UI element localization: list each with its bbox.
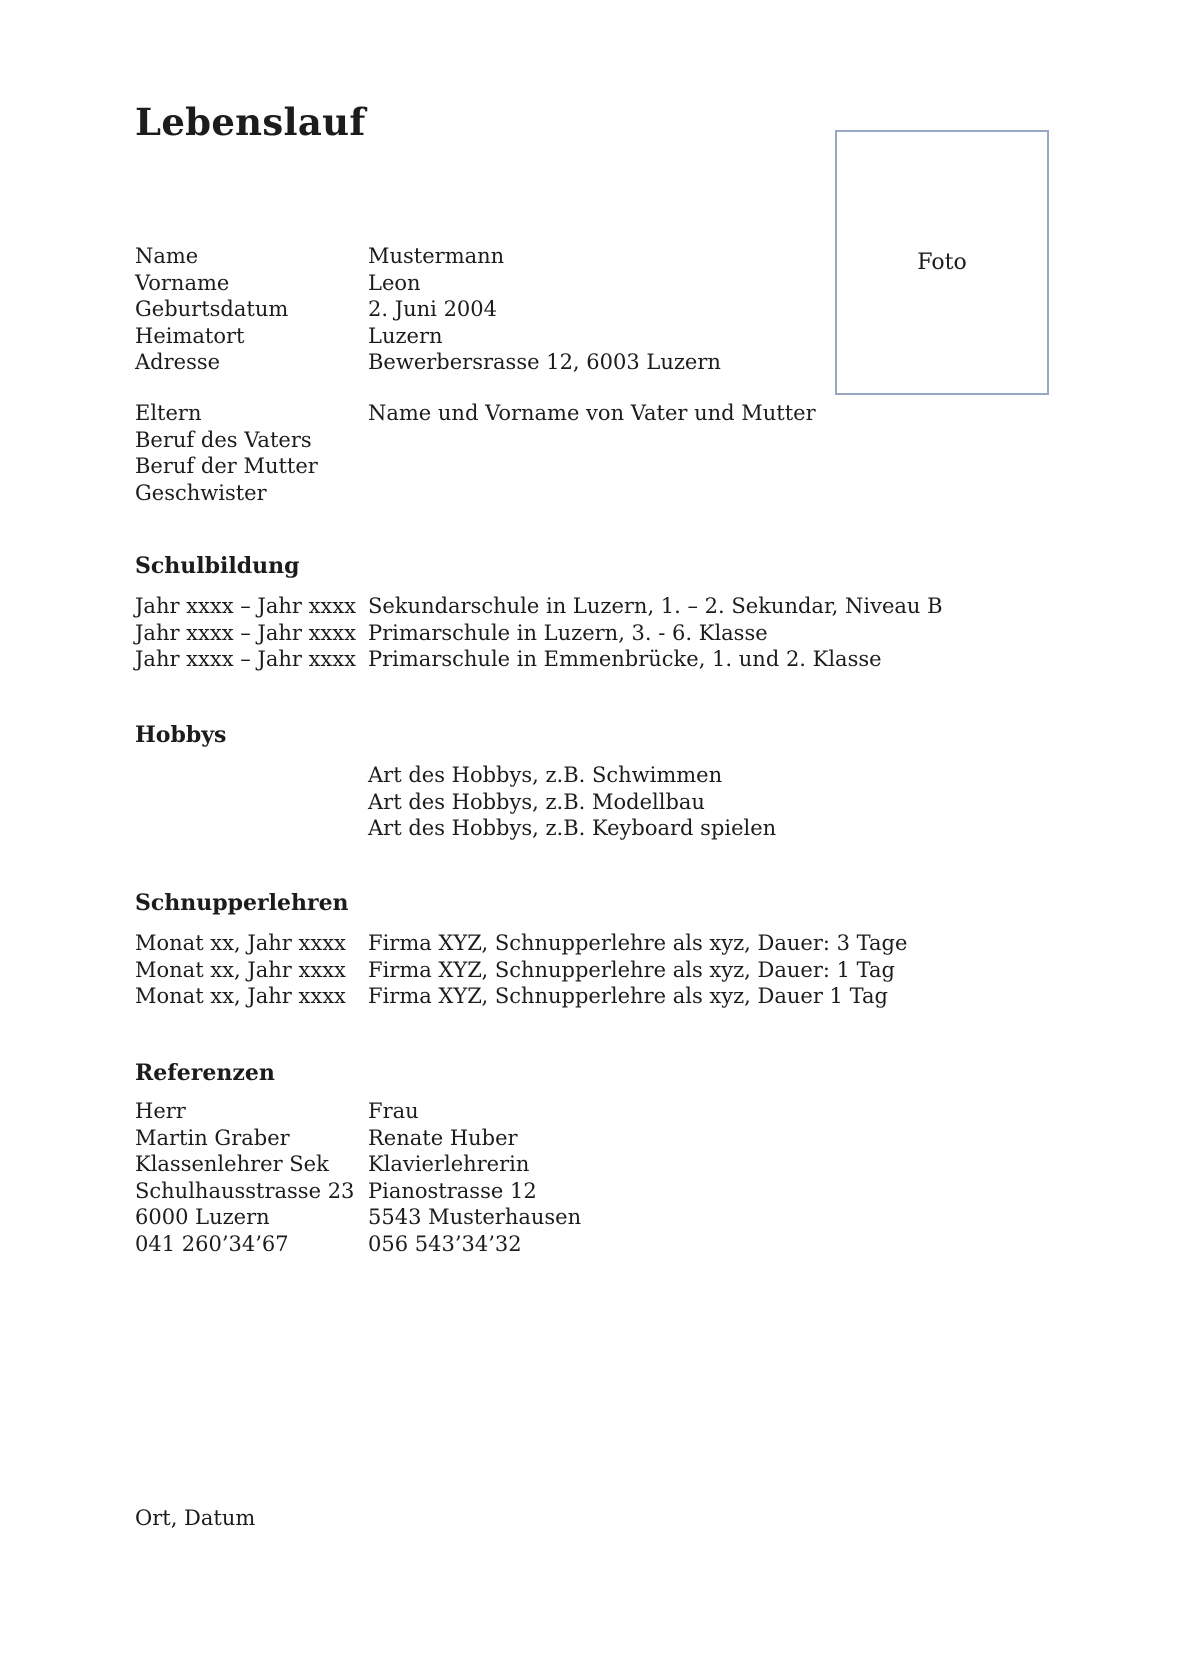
place-date-line: Ort, Datum [135,1506,256,1530]
field-label: Geburtsdatum [135,297,289,321]
family-info-row [135,400,816,427]
period-label: Jahr xxxx – Jahr xxxx [135,594,356,618]
education-value: Sekundarschule in Luzern, 1. – 2. Sekundar, Niveau B [368,594,943,618]
personal-info-row [135,323,721,350]
hobby-value: Art des Hobbys, z.B. Schwimmen [368,763,723,787]
internship-value: Firma XYZ, Schnupperlehre als xyz, Dauer: 1 Tag [368,957,895,982]
education-row [135,593,943,620]
education-row [135,646,943,673]
references-section [135,1098,581,1257]
education-value: Primarschule in Luzern, 3. - 6. Klasse [368,620,768,645]
reference-col2: 056 543’34’32 [368,1231,522,1256]
personal-info-row [135,243,721,270]
personal-info-row [135,349,721,376]
education-row [135,620,943,647]
reference-col2: Pianostrasse 12 [368,1178,537,1203]
field-label: Name [135,244,199,268]
period-label: Monat xx, Jahr xxxx [135,984,346,1008]
reference-row [135,1098,581,1125]
reference-col2: Klavierlehrerin [368,1152,530,1176]
field-label: Beruf der Mutter [135,454,318,478]
hobbies-section [135,762,776,842]
reference-row [135,1178,581,1205]
field-value: Leon [368,270,421,295]
family-info-row [135,480,816,507]
internship-row [135,957,907,984]
field-value: Luzern [368,323,443,348]
reference-col1: 041 260’34’67 [135,1231,289,1256]
reference-col1: Herr [135,1099,186,1123]
reference-col2: Renate Huber [368,1125,518,1150]
field-label: Vorname [135,270,230,295]
field-value: Name und Vorname von Vater und Mutter [368,401,816,425]
internships-section [135,930,907,1010]
family-info-row [135,453,816,480]
reference-col1: Schulhausstrasse 23 [135,1178,355,1203]
internship-value: Firma XYZ, Schnupperlehre als xyz, Dauer: 3 Tage [368,931,908,955]
field-label: Geschwister [135,480,267,505]
section-heading-hobbys: Hobbys [135,722,227,748]
field-label: Eltern [135,401,202,425]
reference-col1: Martin Graber [135,1125,290,1150]
internship-row [135,930,907,957]
internship-row [135,983,907,1010]
family-info-section [135,400,816,506]
period-label: Jahr xxxx – Jahr xxxx [135,647,356,671]
personal-info-row [135,296,721,323]
section-heading-schnupperlehren: Schnupperlehren [135,890,349,916]
reference-col2: Frau [368,1099,419,1123]
field-label: Heimatort [135,323,245,348]
field-label: Adresse [135,350,221,374]
reference-row [135,1204,581,1231]
field-value: 2. Juni 2004 [368,297,498,321]
hobby-value: Art des Hobbys, z.B. Keyboard spielen [368,816,777,840]
hobby-row [135,789,776,816]
photo-placeholder-label: Foto [917,250,967,275]
reference-col2: 5543 Musterhausen [368,1205,582,1229]
reference-col1: Klassenlehrer Sek [135,1152,329,1176]
period-label: Jahr xxxx – Jahr xxxx [135,620,356,645]
internship-value: Firma XYZ, Schnupperlehre als xyz, Dauer 1 Tag [368,984,888,1008]
page-title: Lebenslauf [135,100,366,144]
period-label: Monat xx, Jahr xxxx [135,957,346,982]
hobby-row [135,815,776,842]
reference-row [135,1151,581,1178]
period-label: Monat xx, Jahr xxxx [135,931,346,955]
personal-info-section [135,243,721,376]
education-section [135,593,943,673]
field-value: Mustermann [368,244,505,268]
reference-row [135,1231,581,1258]
section-heading-schulbildung: Schulbildung [135,553,300,579]
field-label: Beruf des Vaters [135,427,312,452]
photo-placeholder [835,130,1049,395]
education-value: Primarschule in Emmenbrücke, 1. und 2. Klasse [368,647,882,671]
section-heading-referenzen: Referenzen [135,1060,275,1086]
reference-col1: 6000 Luzern [135,1205,270,1229]
family-info-row [135,427,816,454]
reference-row [135,1125,581,1152]
hobby-value: Art des Hobbys, z.B. Modellbau [368,789,705,814]
hobby-row [135,762,776,789]
personal-info-row [135,270,721,297]
field-value: Bewerbersrasse 12, 6003 Luzern [368,350,721,374]
